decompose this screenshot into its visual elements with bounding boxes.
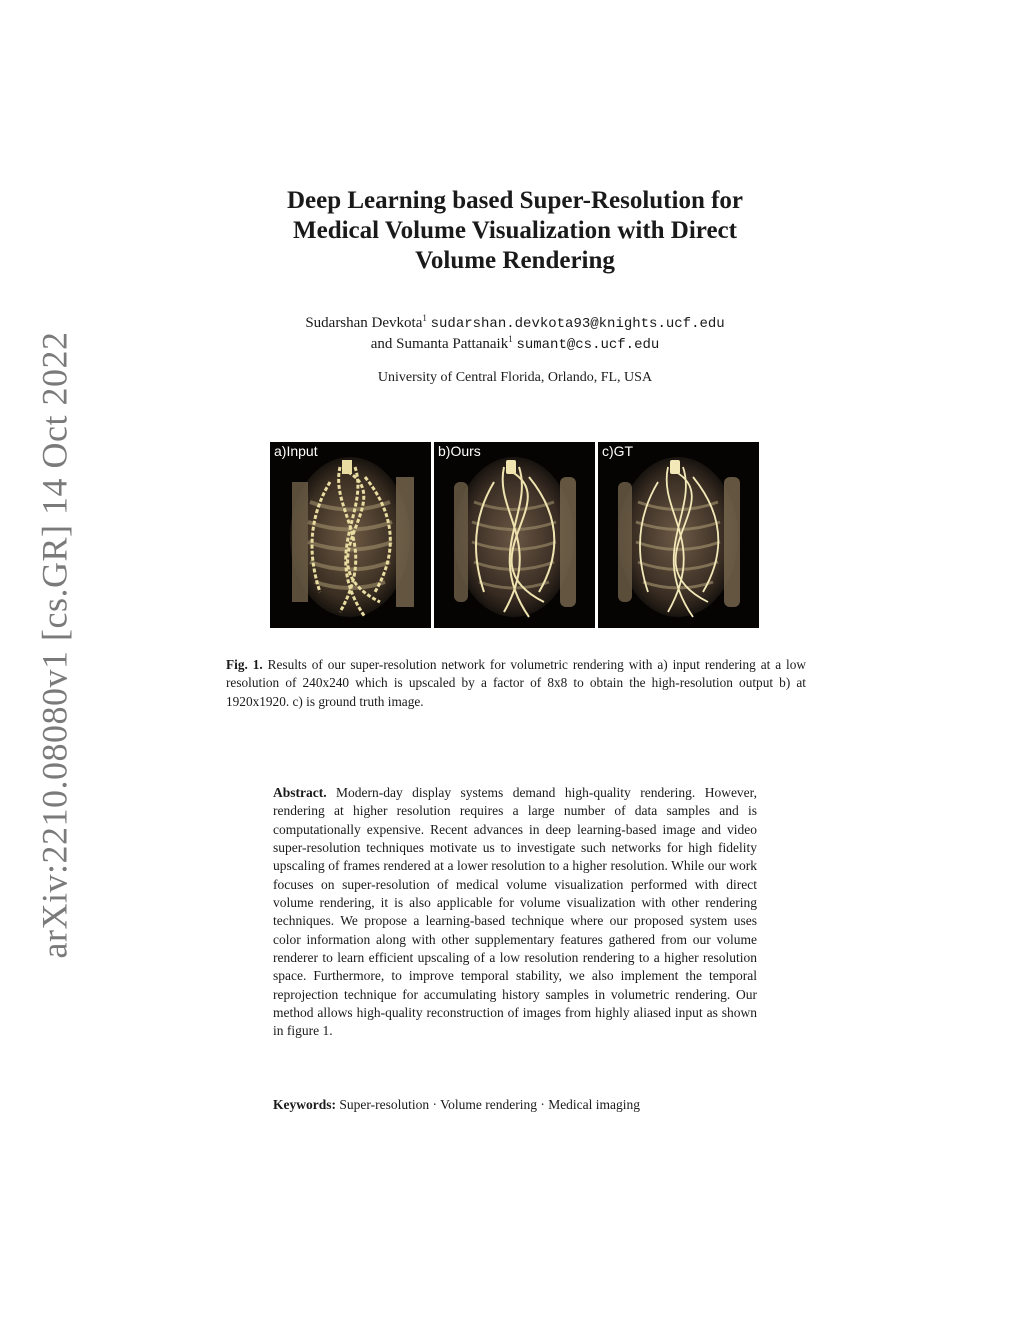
author1-affil-mark: 1 xyxy=(422,313,427,323)
author-line-2 xyxy=(200,334,830,355)
paper-title xyxy=(200,186,830,276)
keywords-text: Super-resolution · Volume rendering · Medical imaging xyxy=(339,1097,641,1112)
keywords xyxy=(273,1096,757,1114)
abstract-text: Modern-day display systems demand high-quality rendering. However, rendering at higher resolution requires a large number of data samples and is computationally expensive. Recent advances in deep learning-based image and video super-resolution techniques motivate us to investigate such networks for high fidelity upscaling of frames rendered at a lower resolution to a higher resolution. While our work focuses on super-resolution of medical volume visualization performed with direct volume rendering, it is also applicable for volume visualization with other rendering techniques. We propose a learning-based technique where our proposed system uses color information along with other supplementary features gathered from our volume renderer to learn efficient upscaling of a low resolution rendering to a higher resolution space. Furthermore, to improve temporal stability, we also implement the temporal reprojection technique for accumulating history samples in volumetric rendering. Our method allows high-quality reconstruction of images from highly aliased input as shown in figure 1. xyxy=(273,785,758,1039)
figure-caption xyxy=(226,656,806,711)
panel-label-gt: c)GT xyxy=(602,443,634,459)
volume-rendering-gt-image xyxy=(598,442,759,628)
abstract-label: Abstract. xyxy=(273,785,327,800)
volume-rendering-input-image xyxy=(270,442,431,628)
title-line-3: Volume Rendering xyxy=(415,247,615,274)
author-block xyxy=(200,313,830,355)
author-line-1 xyxy=(200,313,830,334)
title-line-1: Deep Learning based Super-Resolution for xyxy=(286,187,744,214)
figure-panel-gt xyxy=(598,442,759,628)
caption-text: Results of our super-resolution network for volumetric rendering with a) input rendering at a low resolution of 240x240 which is upscaled by a factor of 8x8 to obtain the high-resolution output b) at 1920x1920. c) is ground truth image. xyxy=(226,657,806,709)
author2-email[interactable]: sumant@cs.ucf.edu xyxy=(516,337,660,353)
figure-1 xyxy=(270,442,759,628)
author2-name: Sumanta Pattanaik xyxy=(396,336,509,352)
keywords-label: Keywords: xyxy=(273,1097,336,1112)
abstract xyxy=(273,784,757,1041)
caption-label: Fig. 1. xyxy=(226,657,263,672)
author1-name: Sudarshan Devkota xyxy=(305,315,423,331)
affiliation: University of Central Florida, Orlando, FL, USA xyxy=(377,370,653,385)
figure-panel-ours xyxy=(434,442,595,628)
arxiv-identifier: arXiv:2210.08080v1 [cs.GR] 14 Oct 2022 xyxy=(34,331,75,959)
author1-email[interactable]: sudarshan.devkota93@knights.ucf.edu xyxy=(430,316,725,332)
arxiv-sidebar xyxy=(30,331,78,959)
and-connector: and xyxy=(370,336,393,352)
panel-label-ours: b)Ours xyxy=(438,443,481,459)
title-line-2: Medical Volume Visualization with Direct xyxy=(293,217,737,244)
figure-panel-input xyxy=(270,442,431,628)
author2-affil-mark: 1 xyxy=(508,334,513,344)
panel-label-input: a)Input xyxy=(274,443,318,459)
volume-rendering-ours-image xyxy=(434,442,595,628)
